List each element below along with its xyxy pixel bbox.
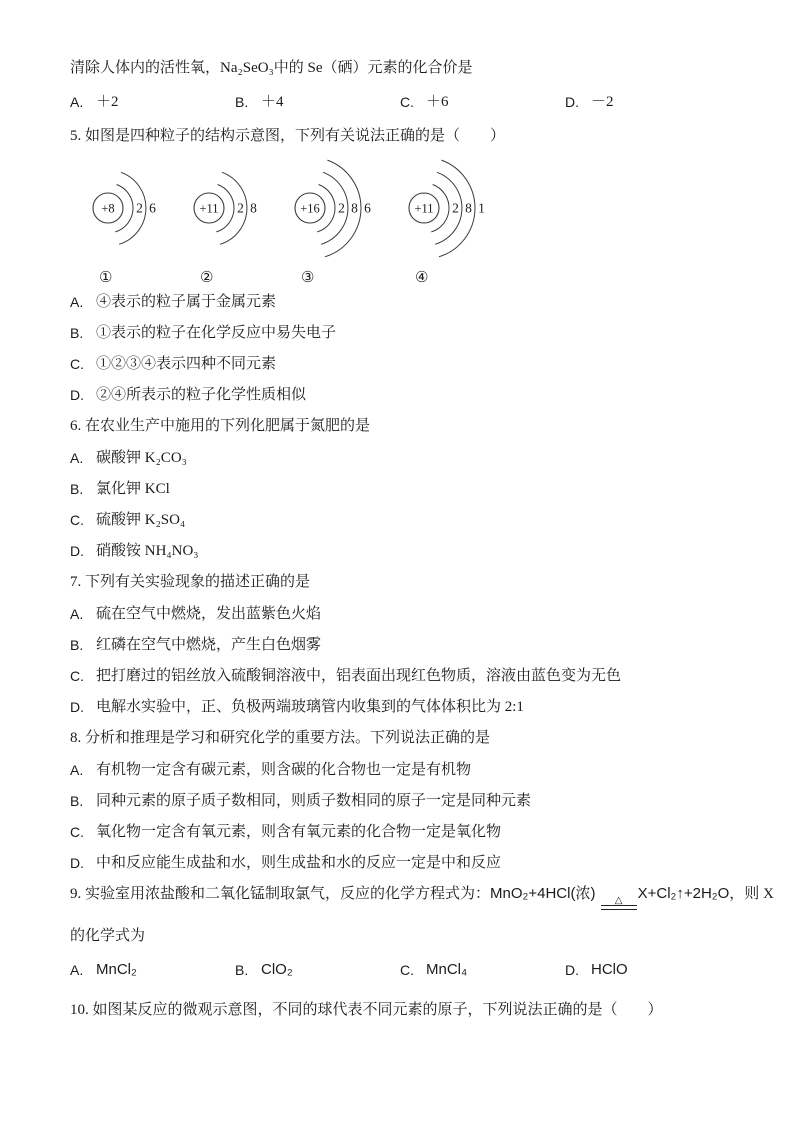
electron-shell-arc [216, 185, 234, 232]
nucleus-charge: +8 [101, 201, 115, 216]
shell-electron-count: 6 [149, 200, 156, 216]
electron-shell-arc [431, 185, 449, 232]
option-letter: B. [70, 637, 84, 653]
shell-electron-count: 2 [338, 200, 345, 216]
nucleus-charge: +16 [300, 201, 320, 216]
q7-option-b [70, 635, 748, 655]
q9-option-c [400, 960, 565, 980]
q6-option-c [70, 510, 748, 530]
option-value: 红磷在空气中燃烧，产生白色烟雾 [96, 637, 322, 653]
option-value: 有机物一定含有碳元素，则含碳的化合物也一定是有机物 [96, 762, 472, 778]
option-letter: A. [70, 94, 84, 110]
q5-option-b [70, 323, 748, 343]
q4-option-row [70, 92, 748, 112]
q6-option-a [70, 448, 748, 468]
shell-electron-count: 8 [465, 200, 472, 216]
option-letter: D. [70, 855, 84, 871]
q9-stem-line1 [70, 884, 774, 910]
option-letter: B. [70, 325, 84, 341]
option-letter: D. [565, 94, 579, 110]
q7-stem: 7. 下列有关实验现象的描述正确的是 [70, 574, 311, 590]
q5-option-d [70, 385, 748, 405]
option-letter: C. [70, 824, 84, 840]
option-value: 把打磨过的铝丝放入硫酸铜溶液中，铝表面出现红色物质，溶液由蓝色变为无色 [96, 668, 622, 684]
option-value: ＋4 [261, 94, 284, 110]
option-value: 碳酸钾 K₂CO₃ [96, 450, 187, 466]
option-letter: C. [70, 512, 84, 528]
option-value: ClO₂ [261, 961, 293, 978]
option-letter: A. [70, 294, 84, 310]
option-value: 中和反应能生成盐和水，则生成盐和水的反应一定是中和反应 [96, 855, 502, 871]
option-letter: D. [565, 962, 579, 978]
q9-option-row [70, 960, 748, 980]
q7-option-c [70, 666, 748, 686]
option-letter: D. [70, 387, 84, 403]
option-letter: B. [235, 962, 249, 978]
q7-option-a [70, 604, 748, 624]
particle-structure-svg [390, 158, 490, 264]
q5-stem: 5. 如图是四种粒子的结构示意图，下列有关说法正确的是（ ） [70, 128, 506, 144]
option-letter: C. [400, 94, 414, 110]
option-letter: D. [70, 699, 84, 715]
option-value: ＋6 [426, 94, 449, 110]
q4-option-d [565, 92, 748, 112]
particle-diagram [276, 158, 376, 286]
option-value: －2 [591, 94, 614, 110]
q6-option-b [70, 479, 748, 499]
option-value: 同种元素的原子质子数相同，则质子数相同的原子一定是同种元素 [96, 793, 532, 809]
option-letter: C. [400, 962, 414, 978]
q8-stem: 8. 分析和推理是学习和研究化学的重要方法。下列说法正确的是 [70, 730, 491, 746]
particle-structure-svg [175, 158, 262, 264]
option-value: 氯化钾 KCl [96, 481, 170, 497]
shell-electron-count: 8 [351, 200, 358, 216]
q4-stem: 清除人体内的活性氧，Na₂SeO₃中的 Se（硒）元素的化合价是 [70, 60, 473, 76]
option-letter: A. [70, 450, 84, 466]
q9-formula-left: MnO₂+4HCl(浓) [490, 885, 600, 902]
q4-option-c [400, 92, 565, 112]
option-value: ②④所表示的粒子化学性质相似 [96, 387, 307, 403]
q9-formula-right: X+Cl₂↑+2H₂O [637, 885, 730, 902]
shell-electron-count: 2 [136, 200, 143, 216]
option-value: MnCl₄ [426, 961, 468, 978]
q9-option-b [235, 960, 400, 980]
q6-option-d [70, 541, 748, 561]
nucleus-charge: +11 [199, 201, 219, 216]
option-letter: B. [235, 94, 249, 110]
option-value: MnCl₂ [96, 961, 137, 978]
option-value: 硝酸铵 NH₄NO₃ [96, 543, 199, 559]
option-value: 电解水实验中，正、负极两端玻璃管内收集到的气体体积比为 2:1 [96, 699, 524, 715]
option-value: ＋2 [96, 94, 119, 110]
option-letter: A. [70, 606, 84, 622]
option-letter: B. [70, 793, 84, 809]
q6-stem: 6. 在农业生产中施用的下列化肥属于氮肥的是 [70, 418, 371, 434]
heat-condition-symbol [601, 896, 637, 910]
option-letter: B. [70, 481, 84, 497]
q7-option-d [70, 697, 748, 717]
option-letter: A. [70, 962, 84, 978]
electron-shell-arc [317, 185, 335, 232]
nucleus-charge: +11 [414, 201, 434, 216]
shell-electron-count: 2 [237, 200, 244, 216]
option-letter: A. [70, 762, 84, 778]
shell-electron-count: 6 [364, 200, 371, 216]
q9-option-d [565, 960, 748, 980]
q9-stem-text: 9. 实验室用浓盐酸和二氧化锰制取氯气，反应的化学方程式为： [70, 886, 491, 902]
shell-electron-count: 2 [452, 200, 459, 216]
diagram-label: ① [99, 270, 113, 286]
option-value: 硫在空气中燃烧，发出蓝紫色火焰 [96, 606, 322, 622]
option-letter: D. [70, 543, 84, 559]
option-value: ④表示的粒子属于金属元素 [96, 294, 277, 310]
q10-stem: 10. 如图某反应的微观示意图，不同的球代表不同元素的原子，下列说法正确的是（ ） [70, 1002, 663, 1018]
diagram-label: ③ [301, 270, 315, 286]
diagram-label: ② [200, 270, 214, 286]
option-value: ①②③④表示四种不同元素 [96, 356, 277, 372]
option-value: 硫酸钾 K₂SO₄ [96, 512, 186, 528]
q4-option-a [70, 92, 235, 112]
option-value: HClO [591, 961, 628, 978]
electron-shell-arc [115, 185, 133, 232]
q8-option-a [70, 760, 748, 780]
diagram-label: ④ [415, 270, 429, 286]
option-value: ①表示的粒子在化学反应中易失电子 [96, 325, 337, 341]
q9-stem-suffix: ，则 X [729, 886, 774, 902]
particle-diagram [175, 158, 262, 286]
shell-electron-count: 8 [250, 200, 257, 216]
q5-option-a [70, 292, 748, 312]
option-letter: C. [70, 356, 84, 372]
double-line [601, 905, 637, 910]
triangle-icon: △ [614, 895, 623, 906]
q9-option-a [70, 960, 235, 980]
q8-option-c [70, 822, 748, 842]
q5-option-c [70, 354, 748, 374]
option-letter: C. [70, 668, 84, 684]
particle-diagrams [74, 158, 748, 286]
q8-option-d [70, 853, 748, 873]
q4-option-b [235, 92, 400, 112]
q9-stem-line2: 的化学式为 [70, 928, 146, 944]
q8-option-b [70, 791, 748, 811]
particle-diagram [390, 158, 490, 286]
particle-structure-svg [276, 158, 376, 264]
option-value: 氧化物一定含有氧元素，则含有氧元素的化合物一定是氧化物 [96, 824, 502, 840]
shell-electron-count: 1 [478, 200, 485, 216]
particle-structure-svg [74, 158, 161, 264]
particle-diagram [74, 158, 161, 286]
